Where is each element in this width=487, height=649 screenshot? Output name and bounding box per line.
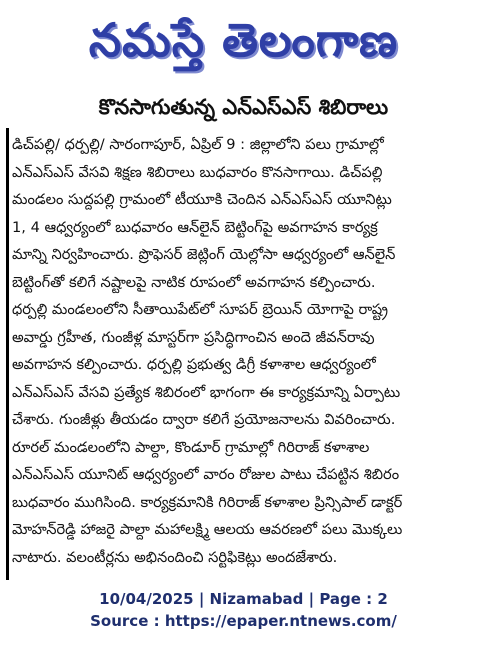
article-line: ఎన్ఎస్ఎస్ యూనిట్ ఆధ్వర్యంలో వారం రోజుల పాటు చేపట్టిన శిబిరం [12,466,400,483]
article-line: డిచ్‌పల్లి/ ధర్పల్లి/ సారంగాపూర్, ఏప్రిల్ 9 : జిల్లాలోని పలు గ్రామాల్లో [12,136,384,153]
footer-date-line: 10/04/2025 | Nizamabad | Page : 2 [99,590,388,608]
footer-source-line: Source : https://epaper.ntnews.com/ [90,612,397,630]
article-line: 1, 4 ఆధ్వర్యంలో బుధవారం ఆన్‌లైన్ బెట్టింగ్‌పై అవగాహన కార్యక్ర [12,218,378,236]
article-line: బెట్టింగ్‌తో కలిగే నష్టాలపై నాటిక రూపంలో అవగాహన కల్పించారు. [12,273,376,291]
newspaper-logo-title: నమస్తే తెలంగాణ [88,13,399,67]
article-body [12,131,487,571]
article-line: అవగాహన కల్పించారు. ధర్పల్లి ప్రభుత్వ డిగ్రీ కళాశాల ఆధ్వర్యంలో [12,356,376,373]
masthead [0,0,487,92]
article-line: బుధవారం ముగిసింది. కార్యక్రమానికి గిరిరాజ్ కళాశాల ప్రిన్సిపాల్ డాక్టర్ [12,493,403,511]
article-line: చేశారు. గుంజీళ్లు తీయడం ద్వారా కలిగే ప్రయోజనాలను వివరించారు. [12,411,396,428]
article-line: రూరల్ మండలంలోని పాల్దా, కొండూర్ గ్రామాల్లో గిరిరాజ్ కళాశాల [12,438,370,456]
article-line: మండలం సుద్దపల్లి గ్రామంలో టీయూకి చెందిన ఎన్ఎస్ఎస్ యూనిట్లు [12,191,392,208]
article-line: ధర్పల్లి మండలంలోని సీతాయిపేట్‌లో సూపర్ బ్రెయిన్ యోగాపై రాష్ట్ర [12,301,389,318]
article-line: మాన్ని నిర్వహించారు. ప్రొఫెసర్ జెట్లింగ్ యెల్లోసా ఆధ్వర్యంలో ఆన్‌లైన్ [12,246,396,263]
article-line: ఎన్ఎస్ఎస్ వేసవి శిక్షణ శిబిరాలు బుధవారం కొనసాగాయి. డిచ్‌పల్లి [12,163,383,181]
article-line: అవార్డు గ్రహీత, గుంజీళ్ల మాస్టర్‌గా ప్రసిద్ధిగాంచిన అందె జీవన్‌రావు [12,328,375,346]
article-headline: కొనసాగుతున్న ఎన్ఎస్ఎస్ శిబిరాలు [98,95,389,119]
article-line: మోహన్‌రెడ్డి హాజరై పాల్దా మహాలక్ష్మి ఆలయ ఆవరణలో పలు మొక్కలు [12,521,403,538]
article-line: ఎన్ఎస్ఎస్ వేసవి ప్రత్యేక శిబిరంలో భాగంగా ఈ కార్యక్రమాన్ని ఏర్పాటు [12,383,401,401]
article-left-border [6,128,9,580]
article-line: నాటారు. వలంటీర్లను అభినందించి సర్టిఫికెట్లు అందజేశారు. [12,548,338,566]
